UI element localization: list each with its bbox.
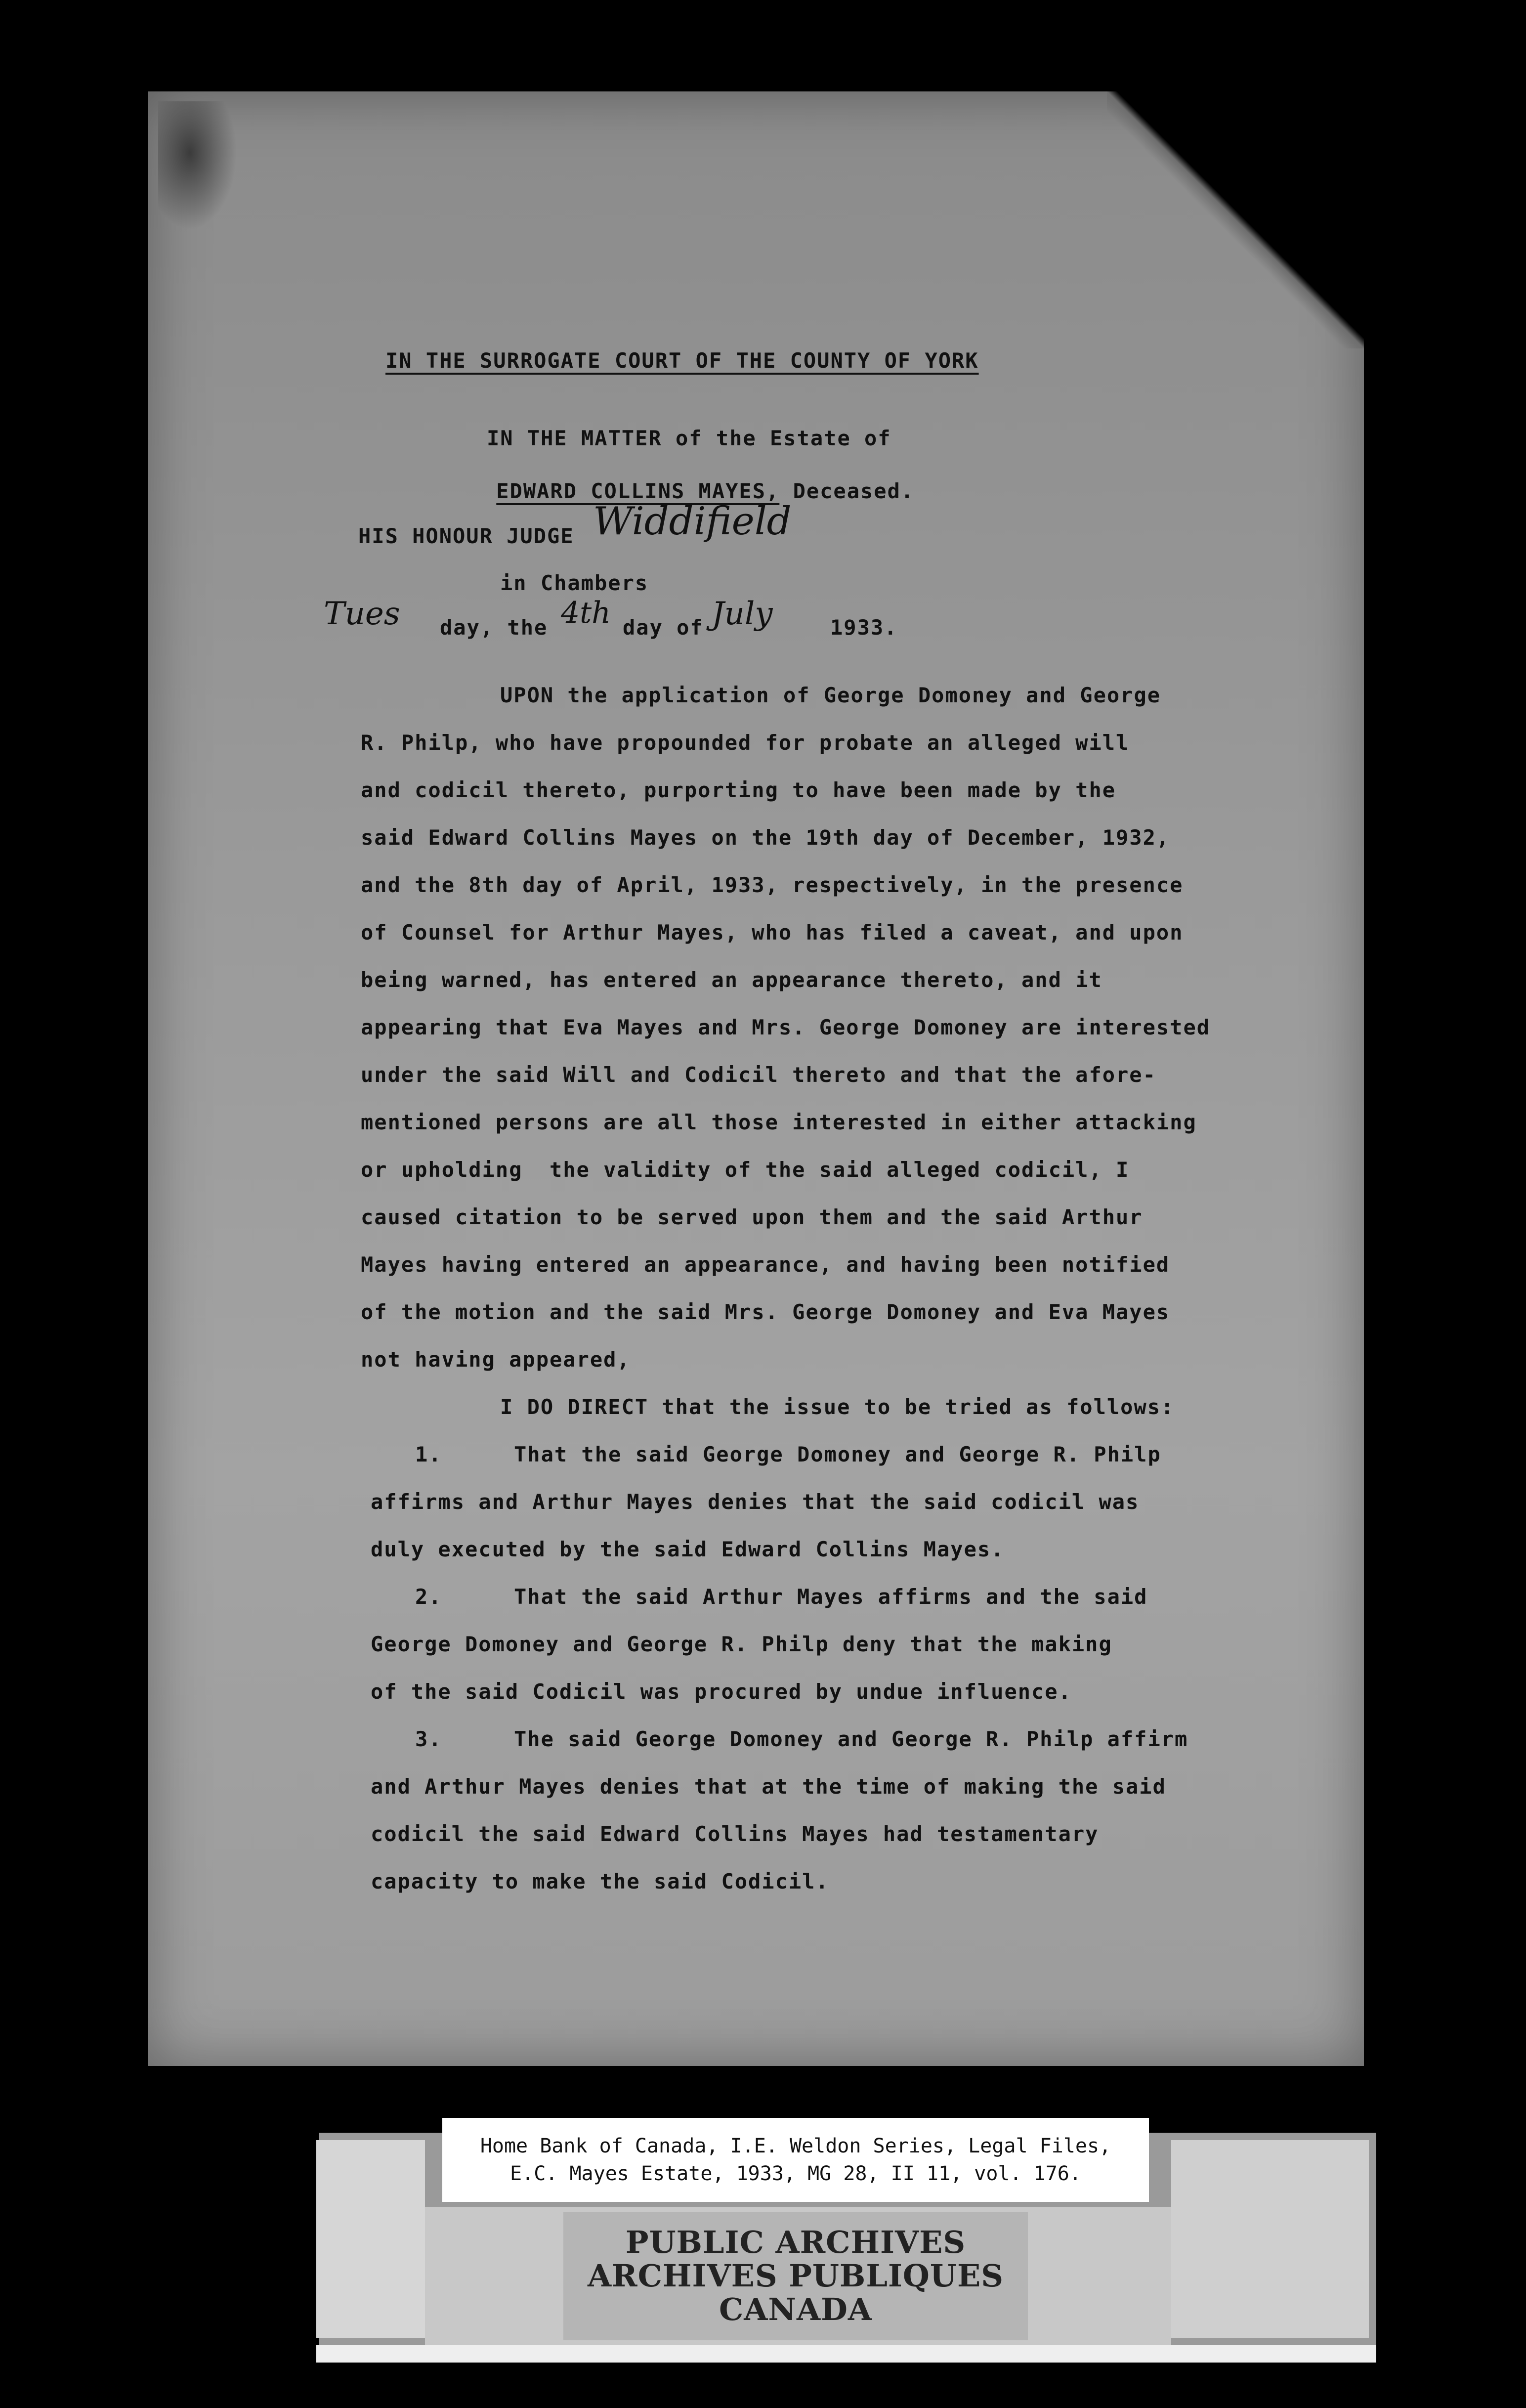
direct-line: I DO DIRECT that the issue to be tried as follows: xyxy=(500,1395,1175,1419)
paragraph-line: UPON the application of George Domoney and George xyxy=(500,683,1161,707)
strip-right-tab xyxy=(1171,2140,1369,2338)
item-line: codicil the said Edward Collins Mayes had testamentary xyxy=(371,1822,1099,1846)
chambers-text: in Chambers xyxy=(500,571,649,595)
stamp-line-2: ARCHIVES PUBLIQUES xyxy=(587,2258,1004,2294)
paragraph-line: and the 8th day of April, 1933, respectively, in the presence xyxy=(361,873,1184,897)
date-year: 1933. xyxy=(830,615,898,640)
item-line: capacity to make the said Codicil. xyxy=(371,1869,829,1893)
stamp-line-3: CANADA xyxy=(719,2291,873,2327)
item-line: George Domoney and George R. Philp deny that the making xyxy=(371,1632,1112,1656)
folded-corner xyxy=(1107,91,1364,348)
paragraph-line: R. Philp, who have propounded for probate an alleged will xyxy=(361,731,1130,755)
item-line: That the said George Domoney and George R. Philp xyxy=(514,1442,1161,1466)
paragraph-line: of Counsel for Arthur Mayes, who has filed a caveat, and upon xyxy=(361,920,1184,945)
archives-stamp xyxy=(563,2212,1028,2340)
item-line: and Arthur Mayes denies that at the time of making the said xyxy=(371,1774,1166,1799)
item-number: 1. xyxy=(415,1442,442,1466)
citation-line-2: E.C. Mayes Estate, 1933, MG 28, II 11, vol. 176. xyxy=(510,2162,1081,2185)
paragraph-line: being warned, has entered an appearance thereto, and it xyxy=(361,968,1102,992)
date-text-2: day of xyxy=(623,615,704,640)
paragraph-line: caused citation to be served upon them and the said Arthur xyxy=(361,1205,1143,1229)
paragraph-line: and codicil thereto, purporting to have been made by the xyxy=(361,778,1116,802)
paragraph-line: of the motion and the said Mrs. George Domoney and Eva Mayes xyxy=(361,1300,1170,1324)
item-line: That the said Arthur Mayes affirms and the said xyxy=(514,1585,1148,1609)
matter-line: IN THE MATTER of the Estate of xyxy=(487,426,891,450)
paragraph-line: not having appeared, xyxy=(361,1347,631,1372)
item-line: duly executed by the said Edward Collins Mayes. xyxy=(371,1537,1005,1561)
judge-label: HIS HONOUR JUDGE xyxy=(358,524,574,548)
citation-line-1: Home Bank of Canada, I.E. Weldon Series, Legal Files, xyxy=(480,2135,1111,2157)
strip-left-tab xyxy=(316,2140,425,2338)
item-line: of the said Codicil was procured by undue influence. xyxy=(371,1679,1072,1704)
item-line: affirms and Arthur Mayes denies that the said codicil was xyxy=(371,1490,1140,1514)
paragraph-line: appearing that Eva Mayes and Mrs. George Domoney are interested xyxy=(361,1015,1211,1039)
paper-stain xyxy=(158,101,237,230)
stamp-line-1: PUBLIC ARCHIVES xyxy=(625,2224,966,2260)
court-heading: IN THE SURROGATE COURT OF THE COUNTY OF YORK xyxy=(385,348,979,373)
deceased-name: EDWARD COLLINS MAYES, xyxy=(496,479,780,503)
item-number: 2. xyxy=(415,1585,442,1609)
date-day-handwritten: Tues xyxy=(324,596,400,632)
archive-citation-label xyxy=(442,2118,1149,2202)
item-number: 3. xyxy=(415,1727,442,1751)
paragraph-line: Mayes having entered an appearance, and having been notified xyxy=(361,1252,1170,1277)
matter-name-line xyxy=(487,470,914,503)
date-month-handwritten: July xyxy=(712,596,773,632)
item-line: The said George Domoney and George R. Philp affirm xyxy=(514,1727,1188,1751)
bottom-edge xyxy=(316,2345,1376,2363)
paragraph-line: said Edward Collins Mayes on the 19th day of December, 1932, xyxy=(361,825,1170,850)
date-text-1: day, the xyxy=(440,615,548,640)
deceased-label: Deceased. xyxy=(779,479,915,503)
paragraph-line: or upholding the validity of the said alleged codicil, I xyxy=(361,1158,1130,1182)
date-num-handwritten: 4th xyxy=(561,596,611,630)
paragraph-line: under the said Will and Codicil thereto and that the afore- xyxy=(361,1063,1156,1087)
judge-signature-handwritten: Widdifield xyxy=(593,499,792,544)
paragraph-line: mentioned persons are all those interested in either attacking xyxy=(361,1110,1197,1134)
